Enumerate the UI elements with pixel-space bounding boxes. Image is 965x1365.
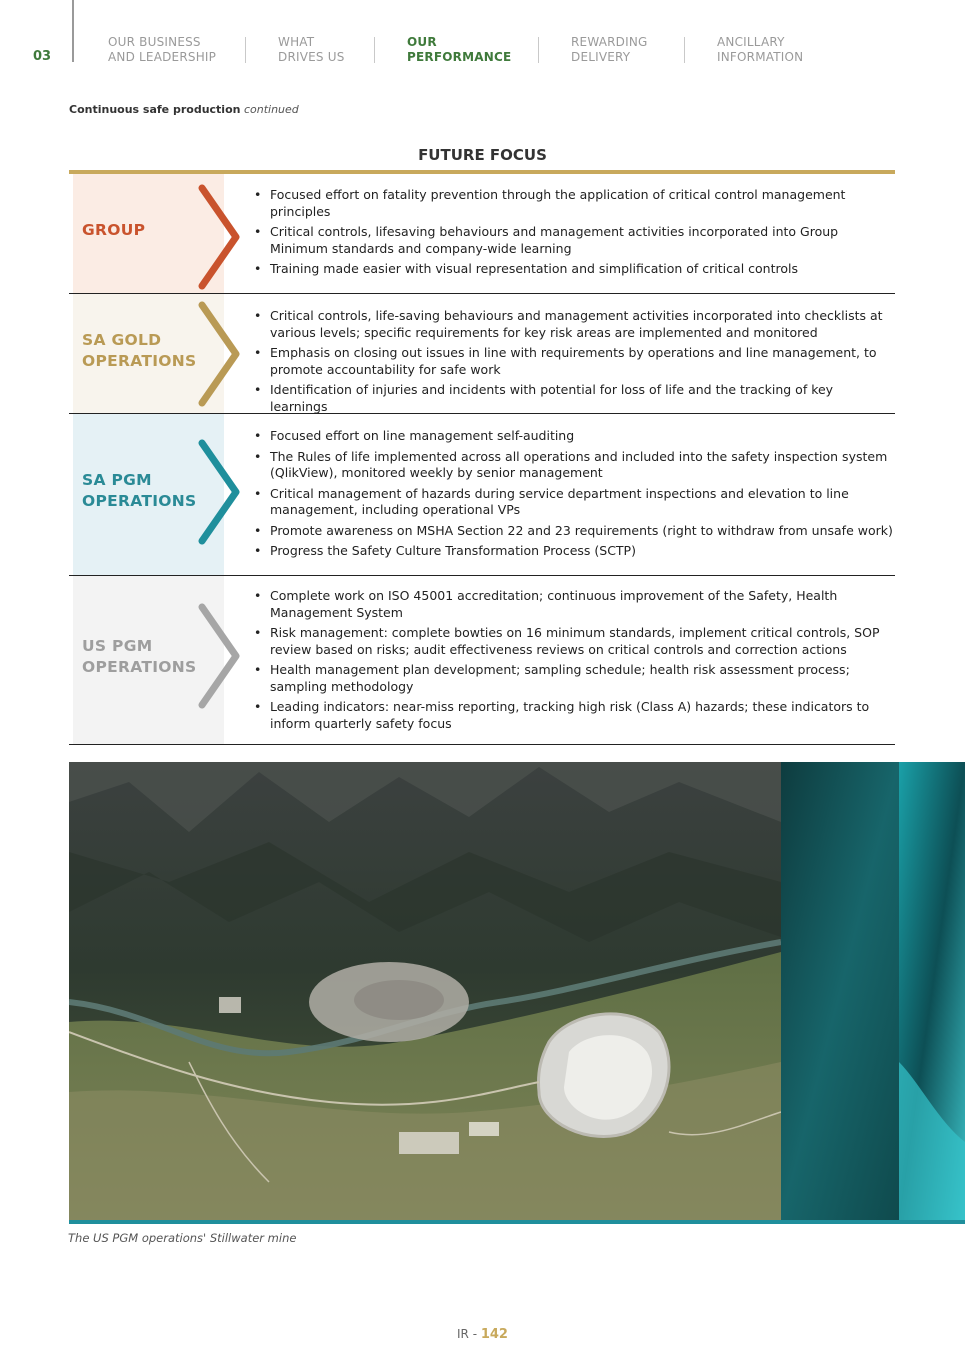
aerial-mine-photo — [69, 762, 965, 1221]
footer-prefix: IR - — [457, 1327, 481, 1341]
page-number: 142 — [480, 1327, 508, 1342]
nav-label-line2: PERFORMANCE — [407, 50, 512, 64]
chevron-right-icon — [194, 437, 244, 547]
subtitle-bold: Continuous safe production — [69, 103, 241, 116]
list-item: • Identification of injuries and incidents with potential for loss of life and the tracking of key learnings — [254, 382, 894, 415]
nav-separator — [684, 37, 685, 63]
row-divider — [69, 744, 895, 746]
chevron-right-icon — [194, 601, 244, 711]
nav-label-line2: INFORMATION — [717, 50, 804, 64]
section-subtitle — [69, 103, 299, 116]
row-label-line2: OPERATIONS — [82, 658, 197, 676]
row-label — [82, 220, 145, 241]
nav-what-drives-us[interactable] — [278, 35, 345, 65]
nav-label-line2: DRIVES US — [278, 50, 345, 64]
bullet-list — [254, 308, 894, 419]
list-item: • Complete work on ISO 45001 accreditation; continuous improvement of the Safety, Health Management System — [254, 588, 894, 621]
list-item: • Critical management of hazards during service department inspections and elevation to line management, including operational VPs — [254, 486, 894, 519]
header-divider-line — [72, 0, 74, 62]
focus-row-group — [69, 174, 895, 294]
row-label-line2: OPERATIONS — [82, 352, 197, 370]
list-item: • Critical controls, life-saving behaviours and management activities incorporated into checklists at various levels; specific requirements for key risk areas are implemented and monitored — [254, 308, 894, 341]
row-label-line1: SA PGM — [82, 471, 152, 489]
aerial-photo-illustration — [69, 762, 965, 1221]
chevron-right-icon — [194, 182, 244, 292]
page-footer — [0, 1327, 965, 1342]
list-item: • Focused effort on fatality prevention through the application of critical control management principles — [254, 187, 894, 220]
bullet-list — [254, 187, 894, 282]
row-label-line2: OPERATIONS — [82, 492, 197, 510]
nav-label-line1: WHAT — [278, 35, 315, 49]
nav-our-business[interactable] — [108, 35, 216, 65]
list-item: • Progress the Safety Culture Transformation Process (SCTP) — [254, 543, 894, 560]
photo-accent-bar — [69, 1220, 965, 1224]
focus-row-us-pgm — [69, 576, 895, 745]
row-label — [82, 330, 197, 372]
row-label — [82, 470, 197, 512]
list-item: • Risk management: complete bowties on 16 minimum standards, implement critical controls, SOP review based on risks; audit effectiveness reviews on critical controls and correction actions — [254, 625, 894, 658]
row-label — [82, 636, 197, 678]
chevron-right-icon — [194, 299, 244, 409]
section-number: 03 — [33, 49, 52, 64]
subtitle-italic: continued — [243, 103, 299, 116]
nav-separator — [538, 37, 539, 63]
future-focus-title: FUTURE FOCUS — [418, 146, 547, 164]
nav-separator — [245, 37, 246, 63]
focus-row-sa-pgm — [69, 414, 895, 576]
list-item: • The Rules of life implemented across all operations and included into the safety inspection system (QlikView), monitored weekly by senior management — [254, 449, 894, 482]
nav-label-line2: DELIVERY — [571, 50, 631, 64]
nav-rewarding-delivery[interactable] — [571, 35, 648, 65]
list-item: • Leading indicators: near-miss reporting, tracking high risk (Class A) hazards; these indicators to inform quarterly safety focus — [254, 699, 894, 732]
nav-separator — [374, 37, 375, 63]
nav-label-line2: AND LEADERSHIP — [108, 50, 217, 64]
bullet-list — [254, 428, 894, 564]
nav-ancillary-information[interactable] — [717, 35, 803, 65]
list-item: • Training made easier with visual representation and simplification of critical controls — [254, 261, 894, 278]
nav-label-line1: OUR — [407, 35, 437, 49]
photo-caption: The US PGM operations' Stillwater mine — [68, 1231, 297, 1245]
row-label-line1: US PGM — [82, 637, 153, 655]
nav-our-performance[interactable] — [407, 35, 511, 65]
list-item: • Emphasis on closing out issues in line with requirements by operations and line management, to promote accountability for safe work — [254, 345, 894, 378]
list-item: • Promote awareness on MSHA Section 22 and 23 requirements (right to withdraw from unsafe work) — [254, 523, 894, 540]
nav-label-line1: REWARDING — [571, 35, 648, 49]
focus-row-sa-gold — [69, 294, 895, 414]
list-item: • Focused effort on line management self-auditing — [254, 428, 894, 445]
list-item: • Health management plan development; sampling schedule; health risk assessment process; sampling methodology — [254, 662, 894, 695]
bullet-list — [254, 588, 894, 736]
row-label-line1: GROUP — [82, 221, 146, 239]
nav-label-line1: ANCILLARY — [717, 35, 785, 49]
list-item: • Critical controls, lifesaving behaviours and management activities incorporated into Group Minimum standards and company-wide learning — [254, 224, 894, 257]
nav-label-line1: OUR BUSINESS — [108, 35, 201, 49]
row-label-line1: SA GOLD — [82, 331, 162, 349]
